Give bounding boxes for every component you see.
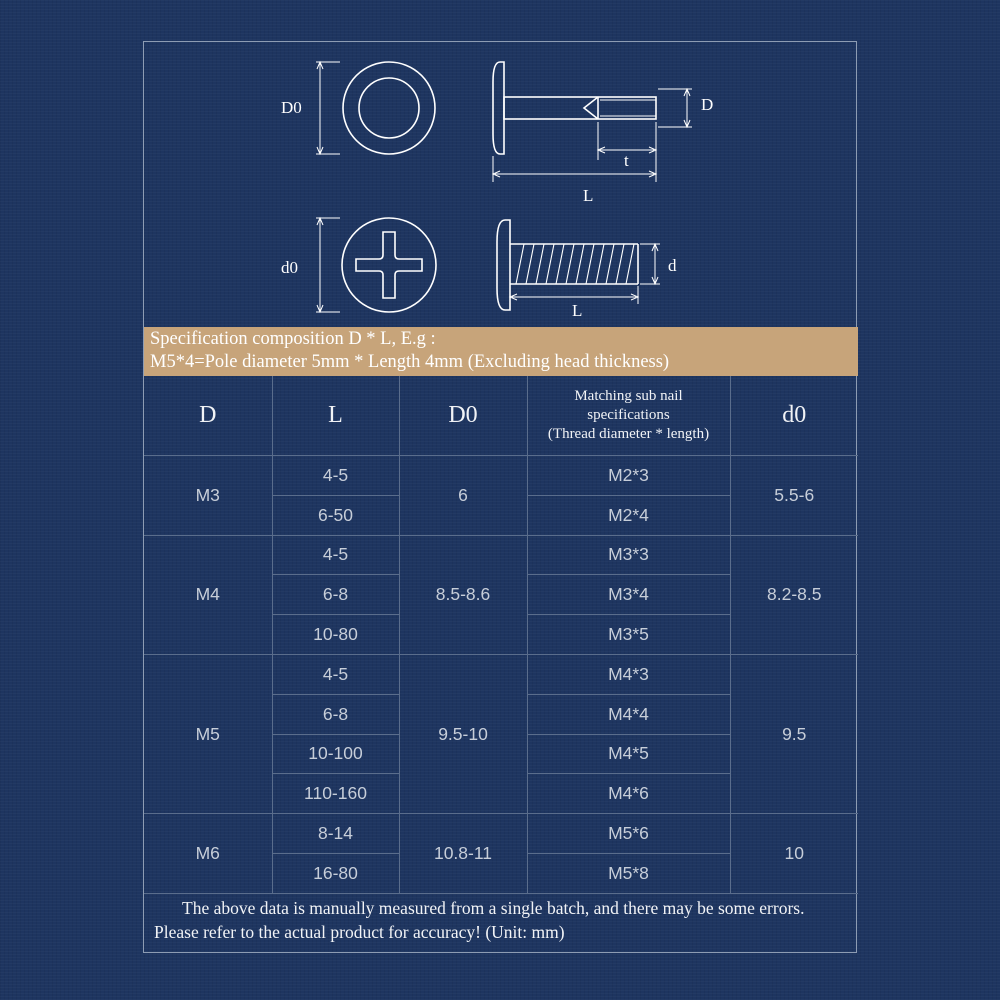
male-head-front-view <box>342 218 436 312</box>
header-sub-nail <box>527 376 730 456</box>
banner-line-1: Specification composition D * L, E.g : <box>150 329 436 349</box>
table-row <box>144 456 858 496</box>
cell-d0-lower: 9.5 <box>730 654 858 813</box>
header-d0-upper: D0 <box>399 376 527 456</box>
label-d-inner: d <box>668 256 677 275</box>
footnote: The above data is manually measured from a single batch, and there may be some errors. Please refer to the actual product for accuracy! (Unit: mm) <box>154 898 805 942</box>
specification-banner <box>144 327 858 376</box>
cell-sub-nail: M2*3 <box>527 456 730 496</box>
cell-sub-nail: M4*3 <box>527 654 730 694</box>
label-d-outer: D <box>701 95 714 114</box>
cell-l: 10-100 <box>272 734 399 774</box>
cell-l: 6-8 <box>272 575 399 615</box>
spec-table <box>144 376 858 894</box>
cell-sub-nail: M2*4 <box>527 495 730 535</box>
cell-sub-nail: M3*4 <box>527 575 730 615</box>
cell-sub-nail: M5*8 <box>527 853 730 893</box>
header-sub-line-3: (Thread diameter * length) <box>547 426 710 442</box>
header-d: D <box>144 376 272 456</box>
dimension-diagram <box>144 42 858 327</box>
table-row <box>144 535 858 575</box>
cell-d0-lower: 10 <box>730 814 858 894</box>
cell-sub-nail: M3*5 <box>527 615 730 655</box>
cell-d: M5 <box>144 654 272 813</box>
cell-l: 6-50 <box>272 495 399 535</box>
d-inner-dimension <box>640 244 660 284</box>
spec-sheet <box>143 41 857 953</box>
cell-d0-upper: 9.5-10 <box>399 654 527 813</box>
banner-line-2: M5*4=Pole diameter 5mm * Length 4mm (Excluding head thickness) <box>150 352 670 372</box>
label-l-lower: L <box>572 301 583 320</box>
dimension-drawing <box>144 42 858 327</box>
cell-sub-nail: M5*6 <box>527 814 730 854</box>
cell-d0-upper: 8.5-8.6 <box>399 535 527 654</box>
cell-d: M6 <box>144 814 272 894</box>
cell-d0-lower: 8.2-8.5 <box>730 535 858 654</box>
cell-l: 10-80 <box>272 615 399 655</box>
table-header-row <box>144 376 858 456</box>
label-d0-lower: d0 <box>281 258 298 277</box>
header-l: L <box>272 376 399 456</box>
cell-l: 4-5 <box>272 654 399 694</box>
d0-upper-dimension <box>316 62 340 154</box>
cell-sub-nail: M3*3 <box>527 535 730 575</box>
cell-l: 16-80 <box>272 853 399 893</box>
header-d0-lower: d0 <box>730 376 858 456</box>
female-screw-side-view <box>493 62 656 154</box>
table-row <box>144 814 858 854</box>
cell-l: 110-160 <box>272 774 399 814</box>
label-l-upper: L <box>583 186 594 205</box>
l-upper-dimension <box>493 156 656 182</box>
header-sub-line-1: Matching sub nail <box>574 388 683 404</box>
cell-l: 4-5 <box>272 535 399 575</box>
cell-sub-nail: M4*6 <box>527 774 730 814</box>
d0-lower-dimension <box>316 218 340 312</box>
label-d0-upper: D0 <box>281 98 302 117</box>
cell-d0-lower: 5.5-6 <box>730 456 858 536</box>
d-outer-dimension <box>658 89 692 127</box>
label-t: t <box>624 151 629 170</box>
table-row <box>144 654 858 694</box>
cell-l: 8-14 <box>272 814 399 854</box>
female-head-front-view <box>343 62 435 154</box>
cell-d: M3 <box>144 456 272 536</box>
cell-d: M4 <box>144 535 272 654</box>
cell-d0-upper: 10.8-11 <box>399 814 527 894</box>
header-sub-line-2: specifications <box>587 407 670 423</box>
cell-sub-nail: M4*5 <box>527 734 730 774</box>
cell-d0-upper: 6 <box>399 456 527 536</box>
cell-sub-nail: M4*4 <box>527 694 730 734</box>
cell-l: 6-8 <box>272 694 399 734</box>
cell-l: 4-5 <box>272 456 399 496</box>
